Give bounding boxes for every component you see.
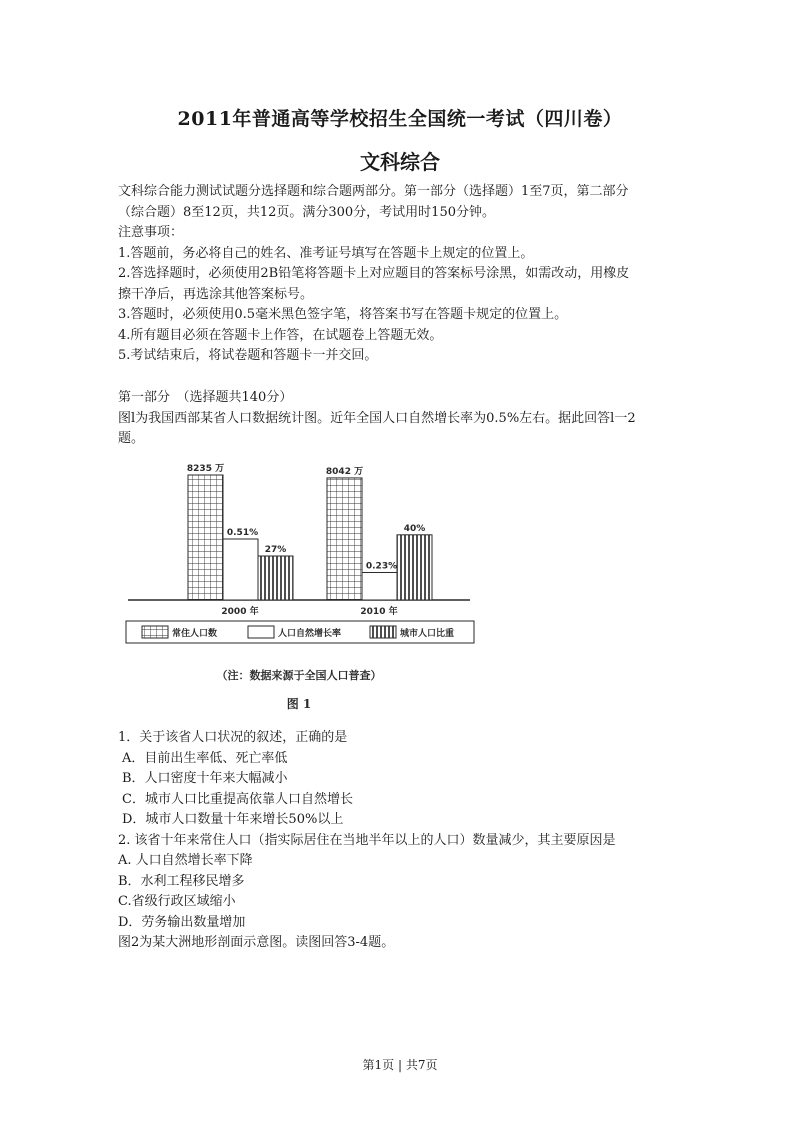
- notice-item: 擦干净后，再选涂其他答案标号。: [118, 286, 314, 302]
- page-footer: 第1页 | 共7页: [362, 1058, 438, 1072]
- part1-desc: 图l为我国西部某省人口数据统计图。近年全国人口自然增长率为0.5%左右。据此回答l一2: [118, 410, 636, 426]
- question-option: D．城市人口数量十年来增长50%以上: [122, 812, 344, 827]
- intro-line: 文科综合能力测试试题分选择题和综合题两部分。第一部分（选择题）1至7页，第二部分: [118, 184, 629, 199]
- question-stem: 1．关于该省人口状况的叙述，正确的是: [118, 730, 348, 745]
- category-label: 2010 年: [360, 607, 398, 617]
- data-label: 40%: [403, 523, 426, 534]
- data-label: 27%: [264, 545, 287, 555]
- bar-0-0: [188, 475, 223, 600]
- part1-desc: 题。: [118, 431, 145, 446]
- notice-heading: 注意事项：: [118, 225, 184, 240]
- category-label: 2000 年: [221, 607, 259, 617]
- bar-1-1: [362, 572, 397, 600]
- notice-item: 4.所有题目必须在答题卡上作答，在试题卷上答题无效。: [118, 327, 443, 343]
- questions-section: [118, 728, 690, 954]
- question-option: C.省级行政区域缩小: [118, 894, 236, 909]
- legend-label: 人口自然增长率: [278, 629, 342, 639]
- legend-swatch: [370, 626, 396, 638]
- question-option: B．水利工程移民增多: [118, 873, 245, 889]
- question-option: D．劳务输出数量增加: [118, 914, 246, 930]
- question-stem: 2. 该省十年来常住人口（指实际居住在当地半年以上的人口）数量减少，其主要原因是: [118, 832, 616, 848]
- part1-heading: 第一部分 （选择题共140分）: [118, 390, 293, 405]
- intro-section: [118, 182, 690, 367]
- notice-item: 2.答选择题时，必须使用2B铅笔将答题卡上对应题目的答案标号涂黑，如需改动，用橡皮: [118, 266, 630, 281]
- question-option: B．人口密度十年来大幅减小: [122, 771, 288, 786]
- question-option: A．目前出生率低、死亡率低: [122, 750, 288, 766]
- data-label: 8042 万: [325, 466, 364, 477]
- legend-label: 常住人口数: [172, 629, 218, 639]
- intro-line: （综合题）8至12页，共12页。满分300分，考试用时150分钟。: [118, 204, 495, 220]
- notice-item: 5.考试结束后，将试卷题和答题卡一并交回。: [118, 348, 378, 363]
- question-option: A. 人口自然增长率下降: [118, 853, 253, 868]
- chart-note: （注：数据来源于全国人口普查）: [216, 669, 382, 682]
- figure-caption: 图 1: [286, 697, 312, 711]
- data-label: 0.51%: [226, 528, 259, 538]
- bar-0-1: [327, 478, 362, 600]
- data-label: 8235 万: [186, 464, 225, 474]
- bar-2-0: [258, 556, 293, 600]
- notice-item: 1.答题前，务必将自己的姓名、准考证号填写在答题卡上规定的位置上。: [118, 245, 534, 261]
- figure-1: [120, 455, 478, 720]
- legend-label: 城市人口比重: [400, 629, 455, 639]
- population-chart: [120, 455, 478, 720]
- bar-1-0: [223, 539, 258, 600]
- question-option: C．城市人口比重提高依靠人口自然增长: [122, 791, 353, 807]
- exam-title: 2011年普通高等学校招生全国统一考试（四川卷）: [177, 108, 623, 130]
- bar-2-1: [397, 535, 432, 600]
- data-label: 0.23%: [365, 561, 398, 572]
- part1-section: [118, 388, 690, 450]
- exam-subject: 文科综合: [360, 150, 440, 174]
- figure-2-intro: 图2为某大洲地形剖面示意图。读图回答3-4题。: [118, 935, 395, 950]
- legend-swatch: [142, 626, 168, 638]
- legend-swatch: [248, 626, 274, 638]
- notice-item: 3.答题时，必须使用0.5毫米黑色签字笔，将答案书写在答题卡规定的位置上。: [118, 307, 568, 322]
